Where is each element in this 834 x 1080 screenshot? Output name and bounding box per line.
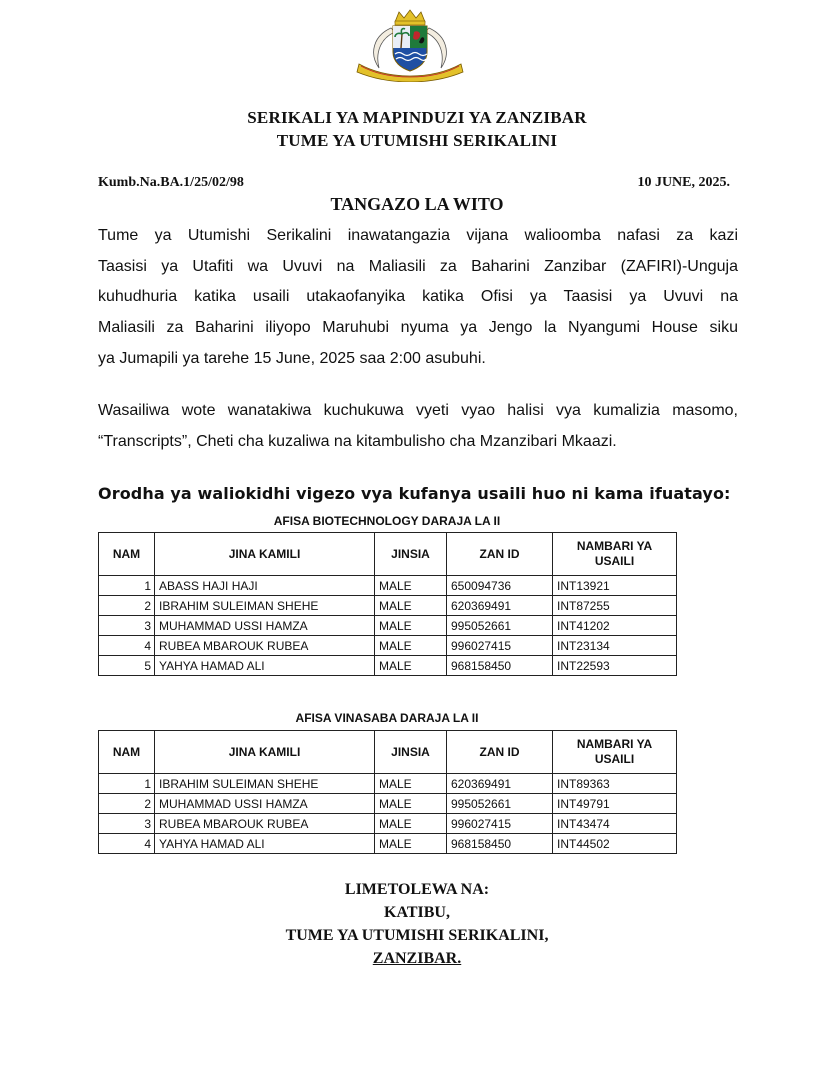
col-jinsia: JINSIA (375, 731, 447, 774)
cell-jinsia: MALE (375, 794, 447, 814)
government-title: SERIKALI YA MAPINDUZI YA ZANZIBAR (247, 108, 587, 127)
cell-jinsia: MALE (375, 616, 447, 636)
cell-jinsia: MALE (375, 814, 447, 834)
table-row (99, 814, 677, 834)
cell-nam: 2 (99, 794, 155, 814)
cell-nambari-ya-usaili: INT89363 (553, 774, 677, 794)
cell-jinsia: MALE (375, 576, 447, 596)
col-zan-id: ZAN ID (447, 533, 553, 576)
table-row (99, 794, 677, 814)
commission-title: TUME YA UTUMISHI SERIKALINI (276, 131, 558, 150)
cell-nam: 2 (99, 596, 155, 616)
issued-by-block (0, 878, 834, 970)
candidates-table-biotechnology (98, 532, 677, 676)
cell-zan-id: 968158450 (447, 834, 553, 854)
col-jinsia: JINSIA (375, 533, 447, 576)
paragraph-line: “Transcripts”, Cheti cha kuzaliwa na kitambulisho cha Mzanzibari Mkaazi. (98, 432, 617, 450)
paragraph-line: Maliasili za Baharini iliyopo Maruhubi nyuma ya Jengo la Nyangumi House siku (98, 319, 738, 337)
cell-nam: 3 (99, 814, 155, 834)
paragraph-line: Wasailiwa wote wanatakiwa kuchukuwa vyeti vyao halisi vya kumalizia masomo, (98, 402, 738, 419)
table-row (99, 656, 677, 676)
col-nambari-ya-usaili: NAMBARI YA USAILI (553, 533, 677, 576)
cell-nambari-ya-usaili: INT22593 (553, 656, 677, 676)
cell-nam: 4 (99, 636, 155, 656)
col-jina-kamili: JINA KAMILI (155, 533, 375, 576)
cell-nambari-ya-usaili: INT87255 (553, 596, 677, 616)
cell-zan-id: 620369491 (447, 774, 553, 794)
notice-date: 10 JUNE, 2025. (637, 175, 730, 190)
cell-jina-kamili: MUHAMMAD USSI HAMZA (155, 616, 375, 636)
issued-by-label: LIMETOLEWA NA: (344, 881, 490, 898)
cell-jina-kamili: ABASS HAJI HAJI (155, 576, 375, 596)
cell-jina-kamili: RUBEA MBAROUK RUBEA (155, 636, 375, 656)
col-nam: NAM (99, 731, 155, 774)
table-header-row (99, 731, 677, 774)
cell-jina-kamili: YAHYA HAMAD ALI (155, 834, 375, 854)
col-jina-kamili: JINA KAMILI (155, 731, 375, 774)
table-row (99, 774, 677, 794)
cell-nam: 4 (99, 834, 155, 854)
invitation-paragraph (98, 221, 738, 375)
cell-nambari-ya-usaili: INT13921 (553, 576, 677, 596)
table-title-biotechnology: AFISA BIOTECHNOLOGY DARAJA LA II (273, 514, 501, 528)
notice-title: TANGAZO LA WITO (330, 194, 504, 214)
cell-zan-id: 968158450 (447, 656, 553, 676)
cell-nam: 1 (99, 774, 155, 794)
cell-zan-id: 620369491 (447, 596, 553, 616)
cell-nam: 5 (99, 656, 155, 676)
cell-jina-kamili: MUHAMMAD USSI HAMZA (155, 794, 375, 814)
table-title-vinasaba: AFISA VINASABA DARAJA LA II (295, 711, 479, 725)
cell-jinsia: MALE (375, 636, 447, 656)
table-row (99, 636, 677, 656)
cell-nam: 1 (99, 576, 155, 596)
list-intro: Orodha ya waliokidhi vigezo vya kufanya usaili huo ni kama ifuatayo: (98, 484, 731, 503)
col-nambari-ya-usaili: NAMBARI YA USAILI (553, 731, 677, 774)
table-row (99, 596, 677, 616)
cell-zan-id: 996027415 (447, 814, 553, 834)
paragraph-line: kuhudhuria katika usaili utakaofanyika katika Ofisi ya Taasisi ya Uvuvi na (98, 288, 738, 306)
cell-zan-id: 995052661 (447, 616, 553, 636)
cell-nambari-ya-usaili: INT23134 (553, 636, 677, 656)
signatory-office: TUME YA UTUMISHI SERIKALINI, (285, 927, 549, 944)
cell-nambari-ya-usaili: INT41202 (553, 616, 677, 636)
cell-jina-kamili: RUBEA MBAROUK RUBEA (155, 814, 375, 834)
cell-nambari-ya-usaili: INT49791 (553, 794, 677, 814)
requirements-paragraph (98, 396, 738, 457)
cell-nam: 3 (99, 616, 155, 636)
cell-jina-kamili: IBRAHIM SULEIMAN SHEHE (155, 596, 375, 616)
table-header-row (99, 533, 677, 576)
table-row (99, 834, 677, 854)
cell-jinsia: MALE (375, 834, 447, 854)
col-zan-id: ZAN ID (447, 731, 553, 774)
reference-number: Kumb.Na.BA.1/25/02/98 (98, 175, 244, 190)
cell-jinsia: MALE (375, 774, 447, 794)
cell-zan-id: 996027415 (447, 636, 553, 656)
cell-jinsia: MALE (375, 596, 447, 616)
cell-zan-id: 995052661 (447, 794, 553, 814)
cell-jina-kamili: IBRAHIM SULEIMAN SHEHE (155, 774, 375, 794)
cell-nambari-ya-usaili: INT44502 (553, 834, 677, 854)
paragraph-line: Taasisi ya Utafiti wa Uvuvi na Maliasili za Baharini Zanzibar (ZAFIRI)-Unguja (98, 257, 738, 275)
paragraph-line: Tume ya Utumishi Serikalini inawatangazia vijana walioomba nafasi za kazi (98, 227, 738, 244)
table-row (99, 616, 677, 636)
cell-jina-kamili: YAHYA HAMAD ALI (155, 656, 375, 676)
candidates-table-vinasaba (98, 730, 677, 854)
signatory-location: ZANZIBAR. (372, 950, 462, 967)
signatory-title: KATIBU, (384, 904, 450, 921)
paragraph-line: ya Jumapili ya tarehe 15 June, 2025 saa 2:00 asubuhi. (98, 349, 486, 367)
cell-nambari-ya-usaili: INT43474 (553, 814, 677, 834)
col-nam: NAM (99, 533, 155, 576)
cell-jinsia: MALE (375, 656, 447, 676)
table-row (99, 576, 677, 596)
cell-zan-id: 650094736 (447, 576, 553, 596)
coat-of-arms-logo (351, 8, 469, 82)
